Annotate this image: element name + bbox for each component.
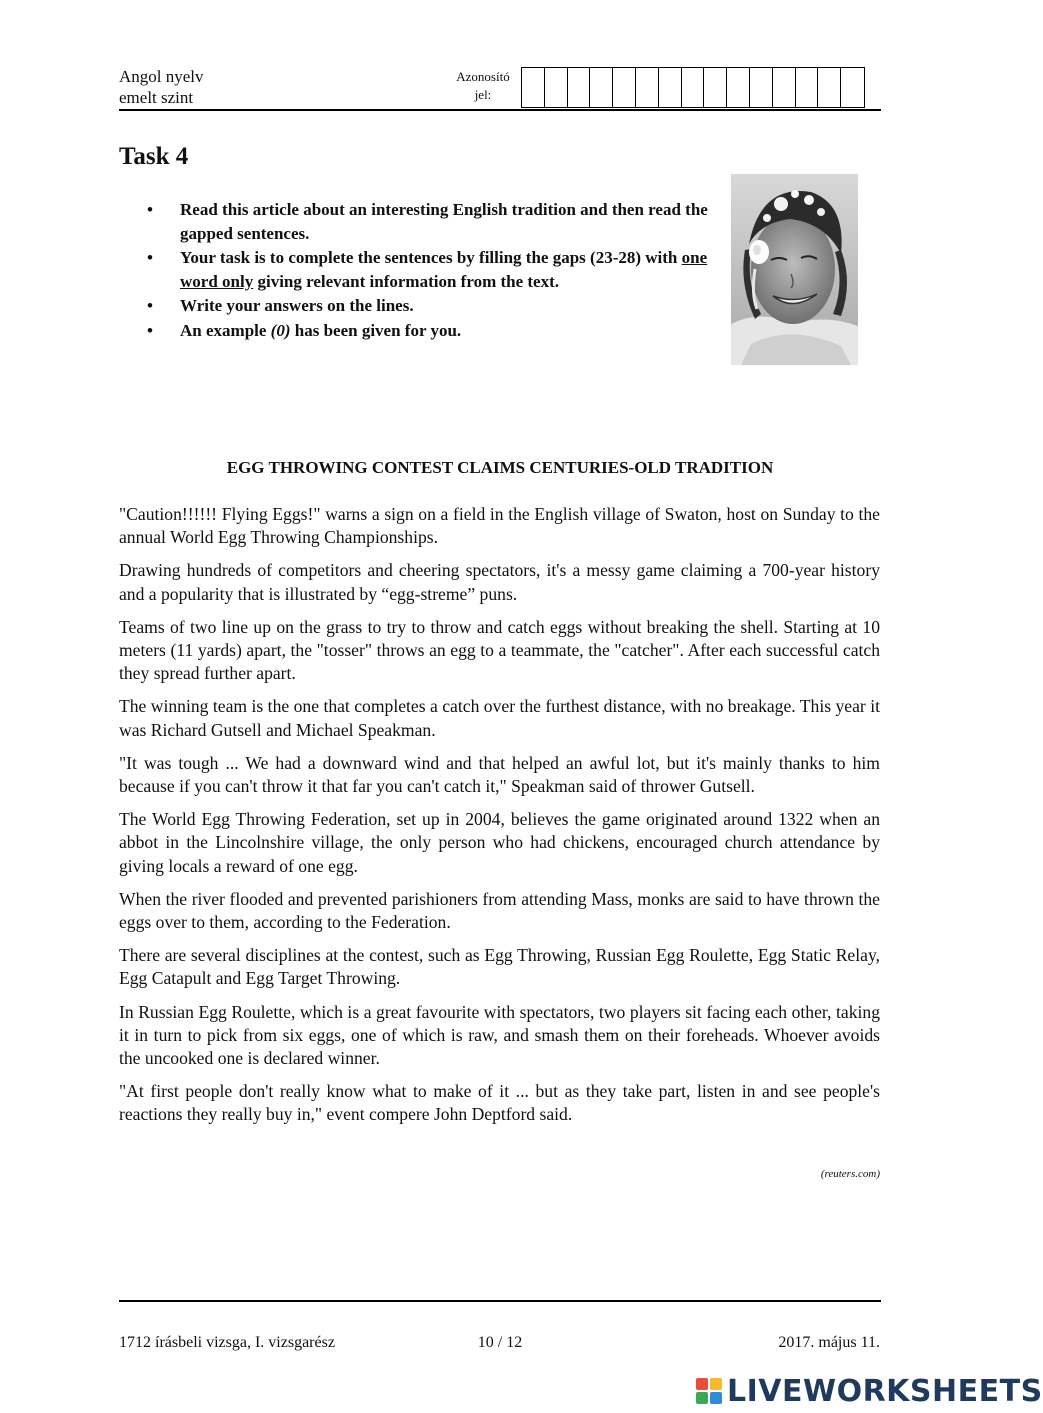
article-paragraph: Teams of two line up on the grass to try to throw and catch eggs without breaking the shell. Starting at 10 meters (11 yards) apart, the "tosser" throws an egg to a teammate, the "catcher". After each successful catch they spread further apart. — [119, 616, 880, 684]
id-box — [636, 68, 659, 107]
article-paragraph: "It was tough ... We had a downward wind and that helped an awful lot, but it's mainly thanks to him because if you can't throw it that far you can't catch it," Speakman said of thrower Gutsell. — [119, 752, 880, 797]
article-paragraph: "At first people don't really know what to make of it ... but as they take part, listen in and see people's reactions they really buy in," event compere John Deptford said. — [119, 1081, 880, 1125]
article-body — [119, 503, 880, 1137]
id-box — [750, 68, 773, 107]
id-box — [818, 68, 841, 107]
id-label-line2: jel: — [474, 87, 492, 102]
instruction-text: Your task is to complete the sentences by filling the gaps (23-28) with — [180, 248, 682, 267]
instruction-example-marker: (0) — [270, 320, 291, 340]
article-paragraph: The World Egg Throwing Federation, set up in 2004, believes the game originated around 1322 when an abbot in the Lincolnshire village, the only person who had chickens, encouraged church attendance by giving locals a reward of one egg. — [119, 809, 880, 876]
id-boxes — [521, 67, 865, 108]
bullet-icon: • — [147, 200, 153, 219]
header-subject-block — [119, 66, 204, 108]
instruction-text: Read this article about an interesting English tradition and then read the gapped sentences. — [180, 200, 708, 243]
liveworksheets-watermark — [695, 1374, 1043, 1408]
id-box — [796, 68, 819, 107]
id-label-line1: Azonosító — [456, 69, 510, 84]
instruction-emphasis: one word only — [180, 248, 708, 291]
article-paragraph: Drawing hundreds of competitors and cheering spectators, it's a messy game claiming a 700-year history and a popularity that is illustrated by “egg-streme” puns. — [119, 560, 880, 604]
id-box — [659, 68, 682, 107]
article-paragraph: The winning team is the one that completes a catch over the furthest distance, with no breakage. This year it was Richard Gutsell and Michael Speakman. — [119, 696, 880, 740]
liveworksheets-logo-icon — [695, 1377, 723, 1405]
instruction-item — [145, 198, 710, 245]
article-paragraph: When the river flooded and prevented parishioners from attending Mass, monks are said to have thrown the eggs over to them, according to the Federation. — [119, 888, 880, 933]
watermark-text: LIVEWORKSHEETS — [727, 1373, 1043, 1409]
task-title: Task 4 — [119, 143, 189, 170]
article-source: (reuters.com) — [820, 1168, 880, 1180]
id-box — [727, 68, 750, 107]
id-box — [613, 68, 636, 107]
bullet-icon: • — [147, 248, 153, 267]
egg-photo — [731, 174, 858, 365]
instruction-text: Write your answers on the lines. — [180, 296, 414, 315]
instruction-item — [145, 319, 710, 343]
footer-page-number: 10 / 12 — [477, 1334, 523, 1351]
id-box — [545, 68, 568, 107]
id-box — [841, 68, 864, 107]
instruction-text: has been given for you. — [290, 320, 462, 340]
instruction-text: giving relevant information from the text. — [253, 271, 560, 291]
instructions-list — [145, 198, 710, 343]
id-label — [445, 68, 521, 104]
id-box — [522, 68, 545, 107]
article-paragraph: "Caution!!!!!! Flying Eggs!" warns a sign on a field in the English village of Swaton, host on Sunday to the annual World Egg Throwing Championships. — [119, 504, 880, 548]
bullet-icon: • — [147, 296, 153, 315]
header-rule — [119, 109, 881, 111]
instruction-item — [145, 246, 710, 293]
footer-date: 2017. május 11. — [778, 1334, 880, 1351]
footer-rule — [119, 1300, 881, 1302]
instruction-item — [145, 294, 710, 318]
header-level: emelt szint — [119, 88, 194, 107]
egg-photo-image — [731, 174, 858, 365]
article-paragraph: There are several disciplines at the contest, such as Egg Throwing, Russian Egg Roulette, Egg Static Relay, Egg Catapult and Egg Target Throwing. — [119, 945, 880, 989]
instruction-text: An example — [180, 320, 271, 340]
article-title: EGG THROWING CONTEST CLAIMS CENTURIES-OLD TRADITION — [226, 458, 774, 477]
id-box — [568, 68, 591, 107]
article-paragraph: In Russian Egg Roulette, which is a great favourite with spectators, two players sit facing each other, taking it in turn to pick from six eggs, one of which is raw, and smash them on their foreheads. Whoever avoids the uncooked one is declared winner. — [119, 1001, 880, 1069]
bullet-icon: • — [147, 320, 153, 340]
footer-exam: 1712 írásbeli vizsga, I. vizsgarész — [119, 1334, 335, 1351]
id-box — [773, 68, 796, 107]
id-box — [590, 68, 613, 107]
id-box — [704, 68, 727, 107]
id-box — [682, 68, 705, 107]
header-subject: Angol nyelv — [119, 67, 204, 86]
